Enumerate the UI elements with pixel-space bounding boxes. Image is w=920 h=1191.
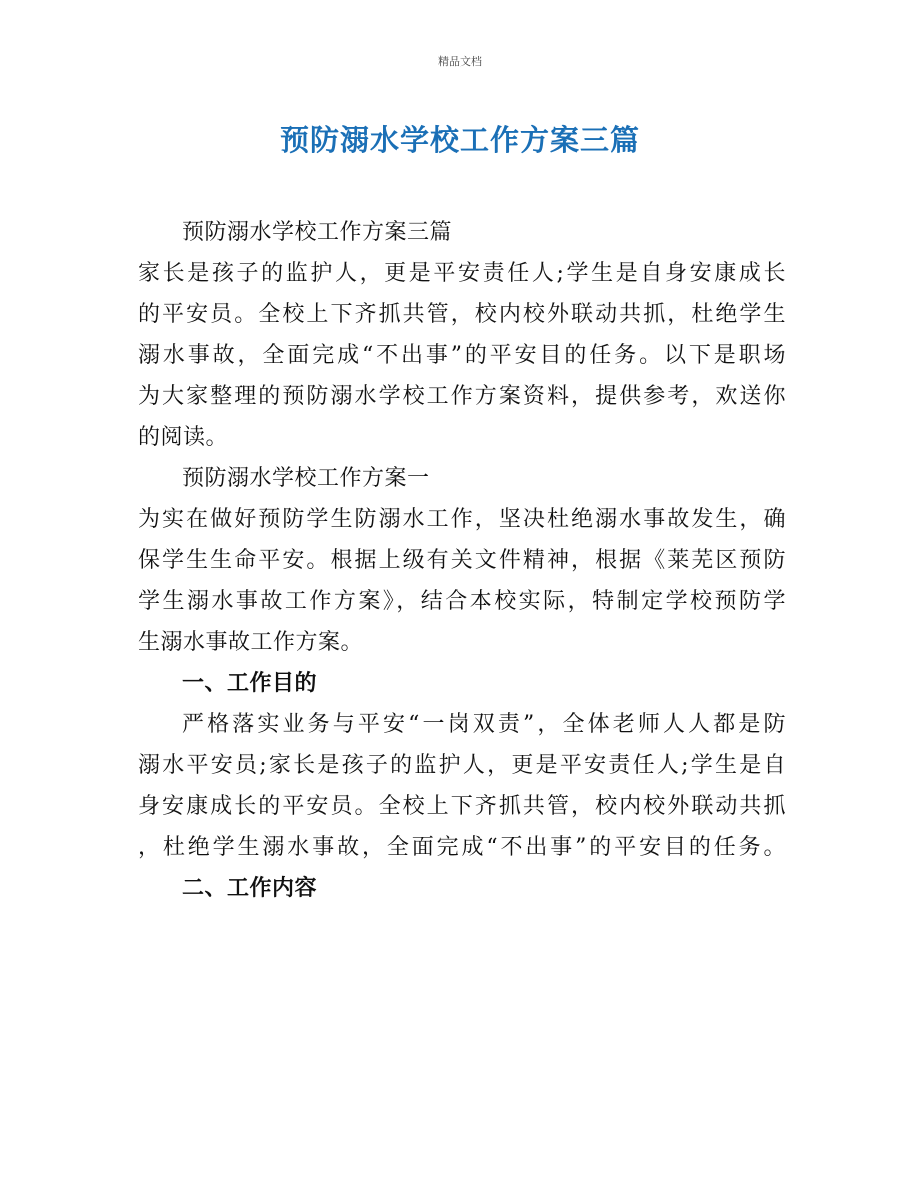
subtitle-line: 预防溺水学校工作方案三篇: [182, 220, 453, 245]
paragraph-line: 身安康成长的平安员。全校上下齐抓共管，校内校外联动共抓: [138, 794, 786, 819]
document-title: 预防溺水学校工作方案三篇: [279, 123, 640, 157]
heading-work-content: 二、工作内容: [182, 876, 318, 901]
heading-work-goal: 一、工作目的: [182, 671, 318, 696]
paragraph-line: 为实在做好预防学生防溺水工作，坚决杜绝溺水事故发生，确: [138, 507, 786, 532]
paragraph-line: 家长是孩子的监护人，更是平安责任人;学生是自身安康成长: [138, 261, 786, 286]
paragraph-line: 的阅读。: [138, 425, 229, 450]
paragraph-line: 溺水平安员;家长是孩子的监护人，更是平安责任人;学生是自: [138, 753, 786, 778]
paragraph-line: 严格落实业务与平安“一岗双责”，全体老师人人都是防: [182, 712, 786, 737]
paragraph-line: 为大家整理的预防溺水学校工作方案资料，提供参考，欢送你: [138, 384, 786, 409]
paragraph-line: 溺水事故，全面完成“不出事”的平安目的任务。以下是职场: [138, 343, 786, 368]
paragraph-line: 保学生生命平安。根据上级有关文件精神，根据《莱芜区预防: [138, 548, 786, 573]
header-label: 精品文档: [438, 55, 482, 68]
document-body: [138, 212, 786, 909]
paragraph-line: 的平安员。全校上下齐抓共管，校内校外联动共抓，杜绝学生: [138, 302, 786, 327]
paragraph-line: 生溺水事故工作方案。: [138, 630, 364, 655]
paragraph-line: ，杜绝学生溺水事故，全面完成“不出事”的平安目的任务。: [138, 835, 786, 860]
section-title-line: 预防溺水学校工作方案一: [182, 466, 430, 491]
paragraph-line: 学生溺水事故工作方案》，结合本校实际，特制定学校预防学: [138, 589, 786, 614]
